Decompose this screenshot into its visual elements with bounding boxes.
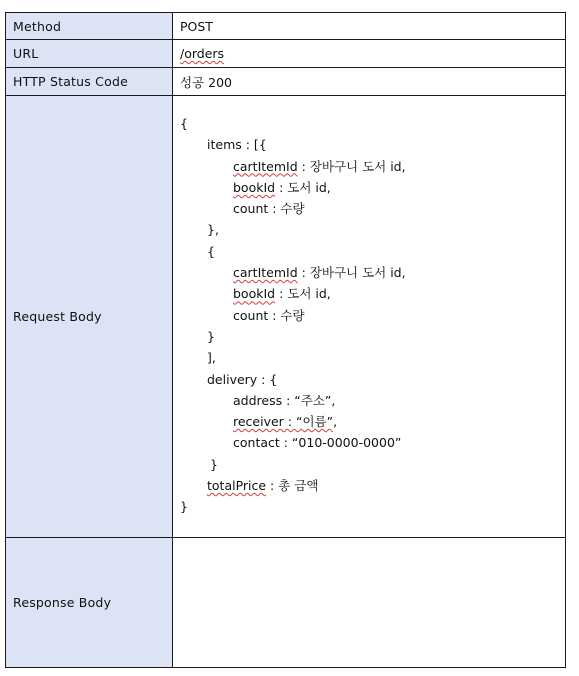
code-line: {: [207, 243, 215, 259]
status-label: HTTP Status Code: [6, 68, 173, 96]
code-line: [180, 283, 565, 304]
request-body-label: Request Body: [6, 96, 173, 538]
field-key: bookId: [233, 286, 276, 302]
url-row: [6, 40, 566, 68]
code-line: items : [{: [207, 137, 267, 153]
code-line: }: [207, 328, 215, 344]
field-key: cartItemId: [233, 265, 298, 281]
field-rest: ,: [333, 414, 338, 430]
status-value: 성공 200: [173, 68, 566, 96]
code-line: address : “주소”,: [233, 392, 336, 408]
code-line: count : 수량: [233, 201, 305, 217]
field-rest: : 도서 id,: [275, 179, 331, 195]
code-line: contact : “010-0000-0000”: [233, 435, 402, 451]
method-label: Method: [6, 13, 173, 40]
field-rest: : 총 금액: [266, 478, 319, 494]
field-rest: : 장바구니 도서 id,: [297, 265, 406, 281]
code-line: [180, 262, 565, 283]
code-line: }: [210, 456, 218, 472]
field-key: bookId: [233, 179, 276, 195]
code-line: delivery : {: [207, 371, 278, 387]
code-line: [180, 177, 565, 198]
request-body-row: [6, 96, 566, 538]
field-key: cartItemId: [233, 158, 298, 174]
request-body-code: [180, 96, 565, 518]
code-line: }: [180, 499, 188, 515]
field-rest: : 도서 id,: [275, 286, 331, 302]
code-line: [180, 411, 565, 432]
url-label: URL: [6, 40, 173, 68]
response-body-row: [6, 538, 566, 668]
method-value: POST: [173, 13, 566, 40]
url-value: [173, 40, 566, 68]
response-body-value: [173, 538, 566, 668]
code-line: count : 수량: [233, 307, 305, 323]
code-line: },: [207, 222, 219, 238]
code-line: [180, 156, 565, 177]
field-rest: : 장바구니 도서 id,: [297, 158, 406, 174]
code-line: [180, 475, 565, 496]
field-key: totalPrice: [207, 478, 267, 494]
status-row: [6, 68, 566, 96]
method-row: [6, 13, 566, 40]
code-line: {: [180, 116, 188, 131]
field-key: receiver : “이름”: [233, 414, 334, 430]
response-body-label: Response Body: [6, 538, 173, 668]
api-spec-table: [5, 12, 566, 668]
code-line: ],: [207, 350, 216, 366]
url-path: /orders: [180, 46, 225, 61]
request-body-value: [173, 96, 566, 538]
